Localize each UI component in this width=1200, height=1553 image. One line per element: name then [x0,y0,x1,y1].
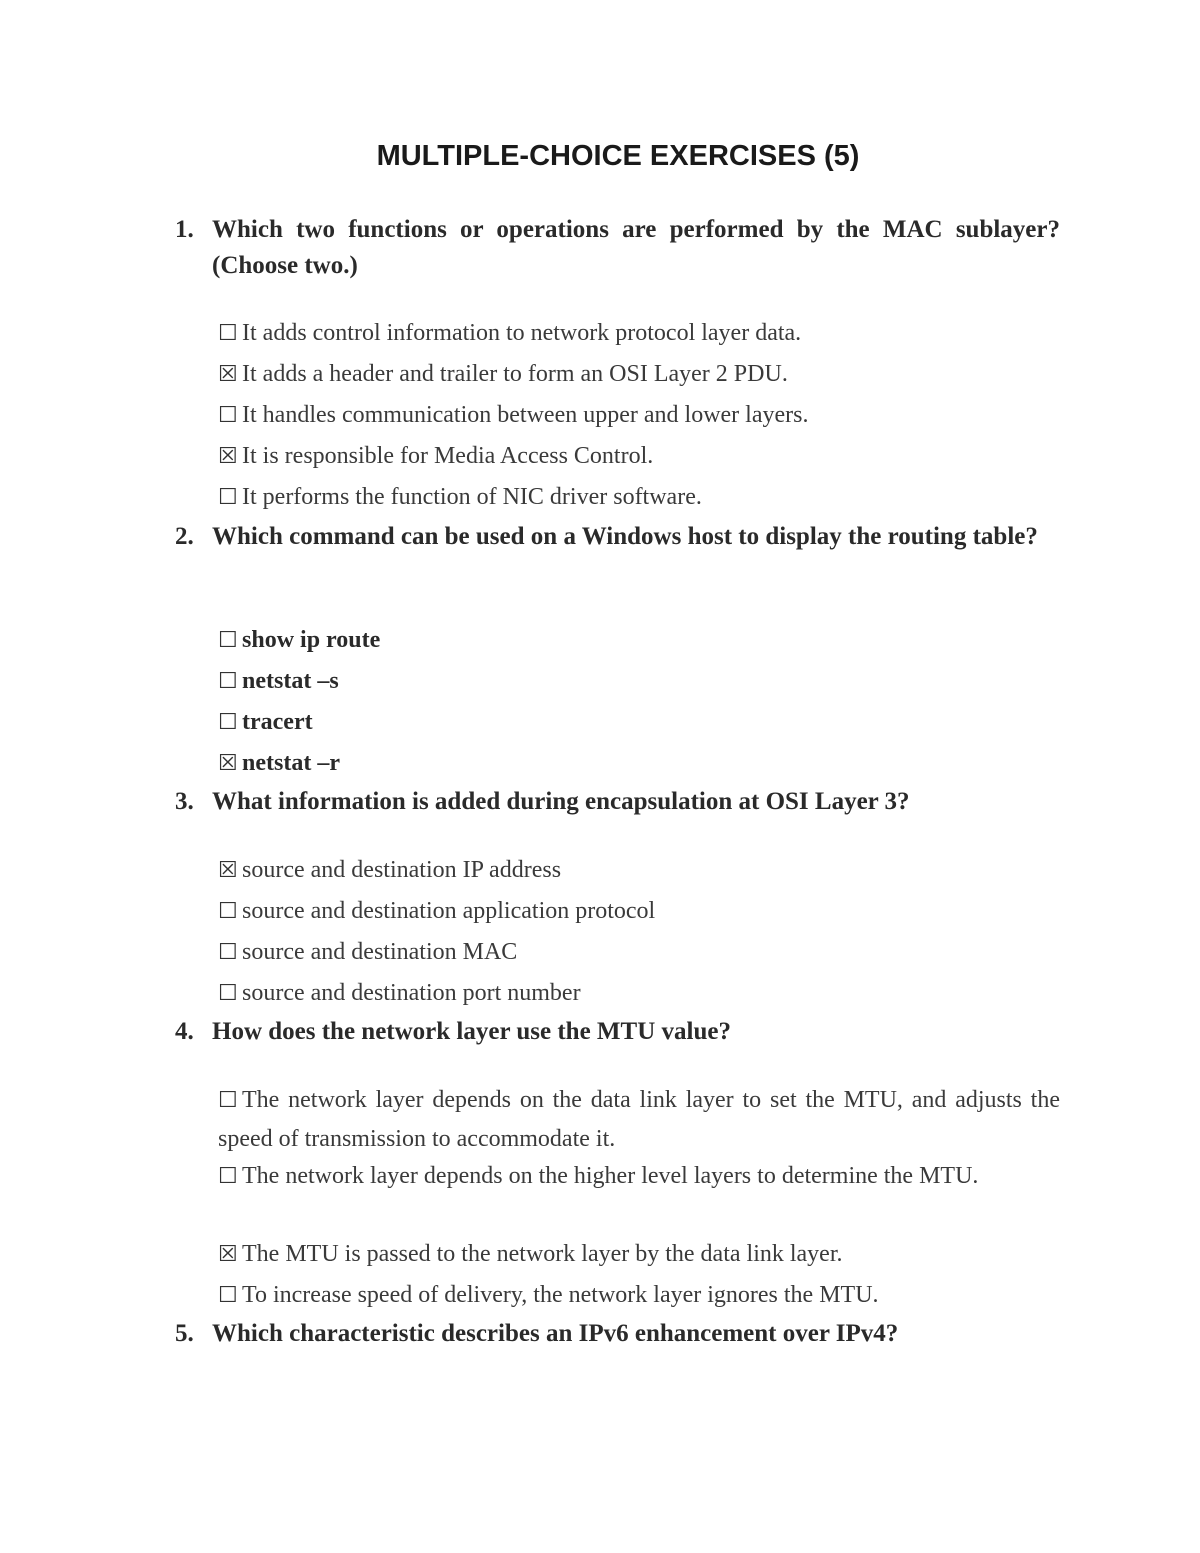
answer-option[interactable] [218,974,1060,1013]
option-text: show ip route [242,627,381,653]
option-text: It is responsible for Media Access Control. [242,443,654,469]
checkbox-icon[interactable]: ☐ [218,940,238,965]
answer-option[interactable] [218,621,1060,660]
answer-option[interactable] [218,355,1060,394]
checkbox-icon[interactable]: ☐ [218,1283,238,1308]
option-text: It adds control information to network protocol layer data. [242,320,802,346]
question-1 [175,212,1060,284]
checkbox-icon[interactable]: ☐ [218,403,238,428]
checkbox-checked-icon[interactable]: ☒ [218,1242,238,1267]
answer-option[interactable] [218,1235,1060,1274]
question-5 [175,1316,1060,1352]
question-text: How does the network layer use the MTU value? [212,1018,731,1045]
option-text: The network layer depends on the data link layer to set the MTU, and adjusts the speed of transmission to accommodate it. [218,1087,1060,1152]
checkbox-icon[interactable]: ☐ [218,1088,238,1113]
answer-option[interactable] [218,1081,1060,1158]
question-number: 4. [175,1018,194,1045]
option-text: It adds a header and trailer to form an OSI Layer 2 PDU. [242,361,788,387]
answer-option[interactable] [218,703,1060,742]
checkbox-checked-icon[interactable]: ☒ [218,362,238,387]
question-number: 1. [175,216,194,243]
checkbox-icon[interactable]: ☐ [218,710,238,735]
answer-option[interactable] [218,933,1060,972]
option-text: The MTU is passed to the network layer by the data link layer. [242,1241,843,1267]
checkbox-icon[interactable]: ☐ [218,981,238,1006]
question-text: Which two functions or operations are performed by the MAC sublayer? (Choose two.) [212,216,1060,279]
option-text: It handles communication between upper and lower layers. [242,402,809,428]
option-text: source and destination application protocol [242,898,656,924]
option-text: source and destination port number [242,980,581,1006]
question-text: Which characteristic describes an IPv6 enhancement over IPv4? [212,1320,899,1347]
option-text: tracert [242,709,313,735]
option-text: netstat –s [242,668,339,694]
question-number: 3. [175,788,194,815]
checkbox-icon[interactable]: ☐ [218,485,238,510]
checkbox-checked-icon[interactable]: ☒ [218,858,238,883]
question-4 [175,1014,1060,1050]
answer-option[interactable] [218,851,1060,890]
option-text: netstat –r [242,750,340,776]
checkbox-icon[interactable]: ☐ [218,669,238,694]
answer-option[interactable] [218,662,1060,701]
option-text: The network layer depends on the higher level layers to determine the MTU. [242,1163,979,1189]
checkbox-icon[interactable]: ☐ [218,628,238,653]
page-title: MULTIPLE-CHOICE EXERCISES (5) [376,140,860,172]
question-text: Which command can be used on a Windows host to display the routing table? [212,523,1038,550]
option-text: source and destination MAC [242,939,518,965]
checkbox-icon[interactable]: ☐ [218,1164,238,1189]
answer-option[interactable] [218,744,1060,783]
checkbox-checked-icon[interactable]: ☒ [218,444,238,469]
option-text: To increase speed of delivery, the network layer ignores the MTU. [242,1282,879,1308]
option-text: source and destination IP address [242,857,562,883]
checkbox-icon[interactable]: ☐ [218,899,238,924]
question-number: 5. [175,1320,194,1347]
question-text: What information is added during encapsulation at OSI Layer 3? [212,788,910,815]
answer-option[interactable] [218,314,1060,353]
answer-option[interactable] [218,396,1060,435]
answer-option[interactable] [218,892,1060,931]
answer-option[interactable] [218,1157,1060,1196]
question-3 [175,784,1060,820]
option-text: It performs the function of NIC driver software. [242,484,702,510]
question-number: 2. [175,523,194,550]
answer-option[interactable] [218,478,1060,517]
answer-option[interactable] [218,1276,1060,1315]
question-2 [175,519,1060,555]
answer-option[interactable] [218,437,1060,476]
checkbox-icon[interactable]: ☐ [218,321,238,346]
checkbox-checked-icon[interactable]: ☒ [218,751,238,776]
